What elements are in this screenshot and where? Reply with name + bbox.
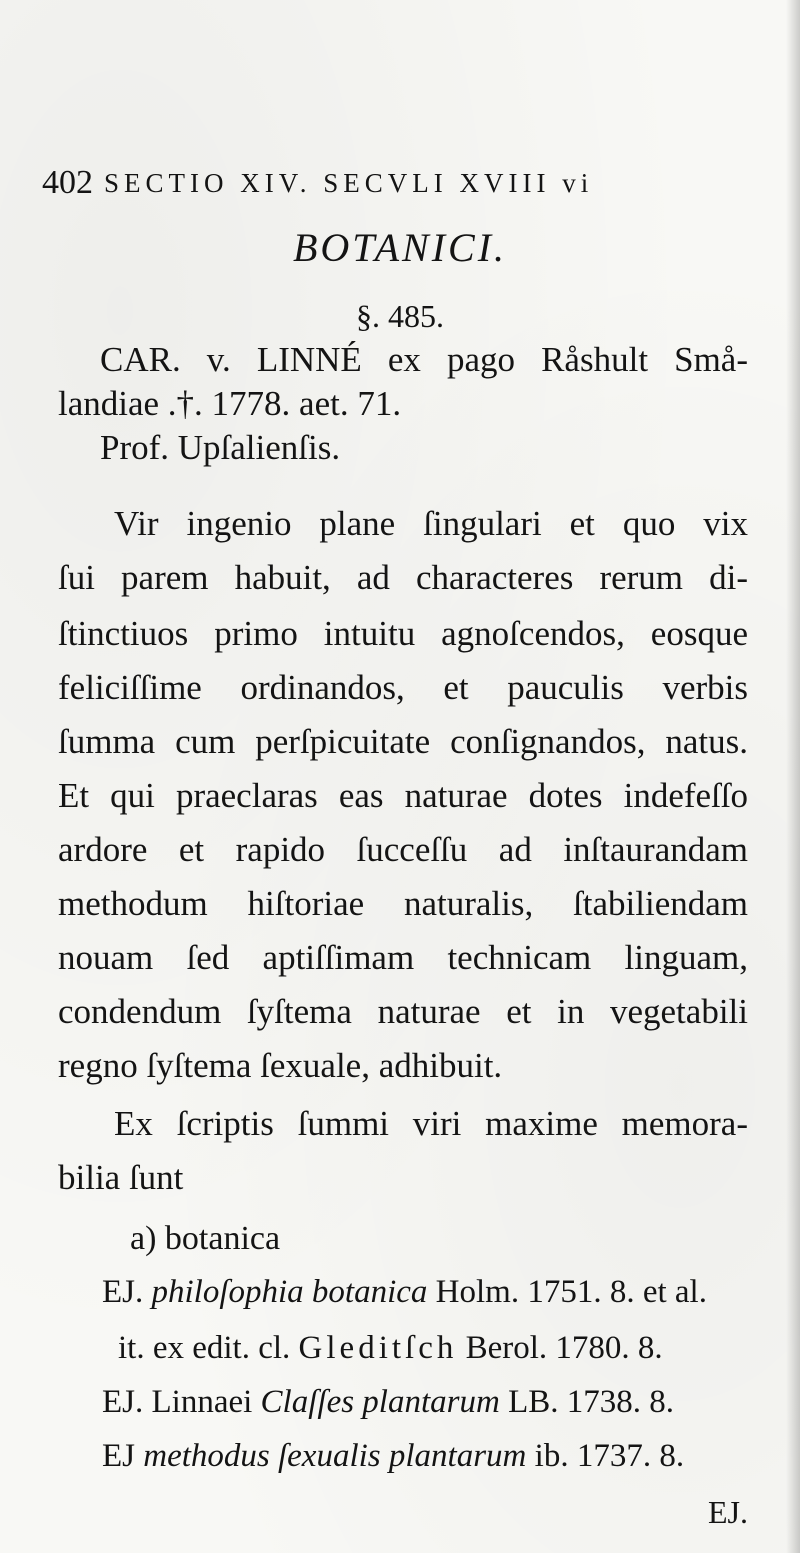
reference-rest: Berol. 1780. 8. (465, 1330, 663, 1366)
bio-line: ſtinctiuos primo intuitu agnoſcendos, eosque (58, 614, 748, 653)
reference-prefix: EJ. (102, 1274, 144, 1310)
running-title: SECTIO XIV. SECVLI XVIII vi (104, 168, 594, 198)
reference-entry (118, 1330, 752, 1367)
catchword: EJ. (708, 1494, 748, 1530)
scripts-line: Ex ſcriptis ſummi viri maxime memora- (114, 1104, 748, 1143)
bio-line: Vir ingenio plane ſingulari et quo vix (114, 504, 748, 543)
reference-title: philoſophia botanica (151, 1274, 428, 1310)
reference-entry (102, 1438, 752, 1475)
reference-prefix: EJ (102, 1438, 135, 1474)
reference-title: methodus ſexualis plantarum (143, 1438, 527, 1474)
reference-title: Claſſes plantarum (260, 1384, 500, 1420)
reference-entry (102, 1384, 752, 1421)
sub-heading: a) botanica (130, 1220, 281, 1257)
bio-line: feliciſſime ordinandos, et pauculis verbis (58, 668, 748, 707)
bio-line: methodum hiſtoriae naturalis, ſtabiliendam (58, 884, 748, 923)
bio-line: regno ſyſtema ſexuale, adhibuit. (58, 1046, 503, 1085)
bio-line: nouam ſed aptiſſimam technicam linguam, (58, 938, 748, 977)
paragraph-number: §. 485. (356, 298, 444, 334)
reference-entry (102, 1274, 752, 1311)
bio-line: Et qui praeclaras eas naturae dotes indefeſſo (58, 776, 748, 815)
reference-rest: ib. 1737. 8. (534, 1438, 685, 1474)
entry-line: CAR. v. LINNÉ ex pago Råshult Små- (100, 340, 748, 379)
scripts-line: bilia ſunt (58, 1158, 184, 1197)
reference-title: Gleditſch (298, 1330, 458, 1366)
bio-line: condendum ſyſtema naturae et in vegetabili (58, 992, 748, 1031)
bio-line: ſui parem habuit, ad characteres rerum di- (58, 558, 748, 597)
bio-line: ardore et rapido ſucceſſu ad inſtaurandam (58, 830, 748, 869)
bio-line: ſumma cum perſpicuitate conſignandos, natus. (58, 722, 748, 761)
reference-prefix: EJ. Linnaei (102, 1384, 253, 1420)
reference-rest: Holm. 1751. 8. et al. (435, 1274, 707, 1310)
section-heading: BOTANICI. (292, 225, 508, 270)
entry-line: Prof. Upſalienſis. (100, 428, 341, 467)
entry-line: landiae .†. 1778. aet. 71. (58, 384, 402, 423)
reference-prefix: it. ex edit. cl. (118, 1330, 291, 1366)
page-number: 402 (42, 164, 93, 201)
reference-rest: LB. 1738. 8. (508, 1384, 674, 1420)
